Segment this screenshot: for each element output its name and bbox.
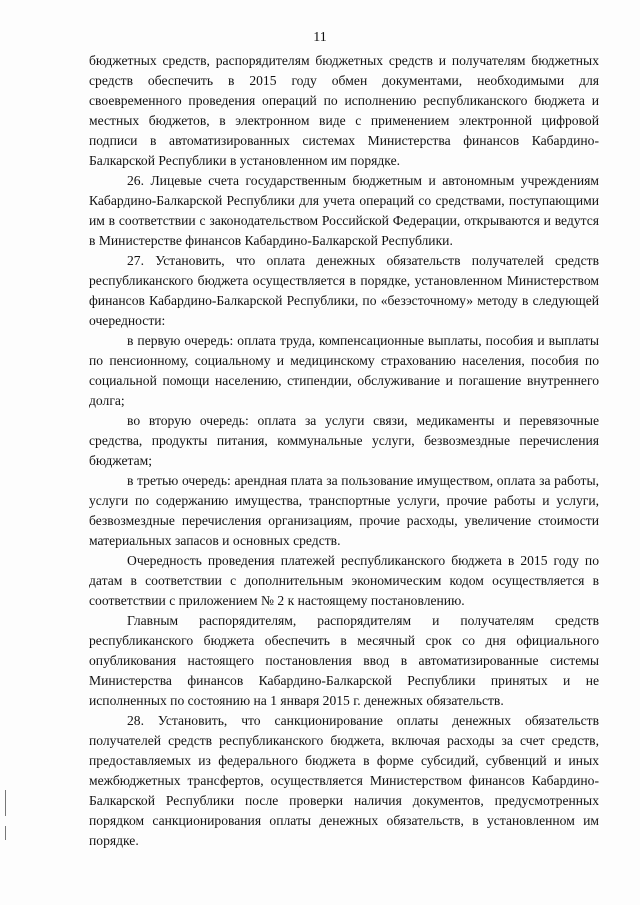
paragraph-27: 27. Установить, что оплата денежных обязательств получателей средств республиканского бюджета осуществляется в порядке, установленном Министерством финансов Кабардино-Балкарской Республики, по «безэсточному» методу в следующей очередности: [89, 253, 599, 328]
paragraph-continuation: бюджетных средств, распорядителям бюджетных средств и получателям бюджетных средств обеспечить в 2015 году обмен документами, необходимыми для своевременного проведения операций по исполнению республиканского бюджета и местных бюджетов, в электронном виде с применением электронной цифровой подписи в автоматизированных системах Министерства финансов Кабардино-Балкарской Республики в установленном им порядке. [89, 53, 599, 168]
paragraph-obligations-input: Главным распорядителям, распорядителям и получателям средств республиканского бюджета обеспечить в месячный срок со дня официального опубликования настоящего постановления ввод в автоматизированные системы Министерства финансов Кабардино-Балкарской Республики принятых и не исполненных по состоянию на 1 января 2015 г. денежных обязательств. [89, 613, 599, 708]
scan-margin-mark [5, 790, 6, 816]
scan-margin-mark [5, 826, 6, 840]
paragraph-first-priority: в первую очередь: оплата труда, компенсационные выплаты, пособия и выплаты по пенсионному, социальному и медицинскому страхованию населения, пособия по социальной помощи населению, стипендии, обслуживание и погашение внутреннего долга; [89, 333, 599, 408]
paragraph-28: 28. Установить, что санкционирование оплаты денежных обязательств получателей средств республиканского бюджета, включая расходы за счет средств, предоставляемых из федерального бюджета в форме субсидий, субвенций и иных межбюджетных трансфертов, осуществляется Министерством финансов Кабардино-Балкарской Республики после проверки наличия документов, предусмотренных порядком санкционирования оплаты денежных обязательств, в установленном им порядке. [89, 713, 599, 848]
paragraph-third-priority: в третью очередь: арендная плата за пользование имуществом, оплата за работы, услуги по содержанию имущества, транспортные услуги, прочие работы и услуги, безвозмездные перечисления организациям, прочие расходы, увеличение стоимости материальных запасов и основных средств. [89, 473, 599, 548]
page-number: 11 [313, 30, 327, 45]
paragraph-payment-order: Очередность проведения платежей республиканского бюджета в 2015 году по датам в соответствии с дополнительным экономическим кодом осуществляется в соответствии с приложением № 2 к настоящему постановлению. [89, 553, 599, 608]
document-body [89, 51, 599, 851]
paragraph-26: 26. Лицевые счета государственным бюджетным и автономным учреждениям Кабардино-Балкарской Республики для учета операций со средствами, поступающими им в соответствии с законодательством Российской Федерации, открываются и ведутся в Министерстве финансов Кабардино-Балкарской Республики. [89, 173, 599, 248]
paragraph-second-priority: во вторую очередь: оплата за услуги связи, медикаменты и перевязочные средства, продукты питания, коммунальные услуги, безвозмездные перечисления бюджетам; [89, 413, 599, 468]
